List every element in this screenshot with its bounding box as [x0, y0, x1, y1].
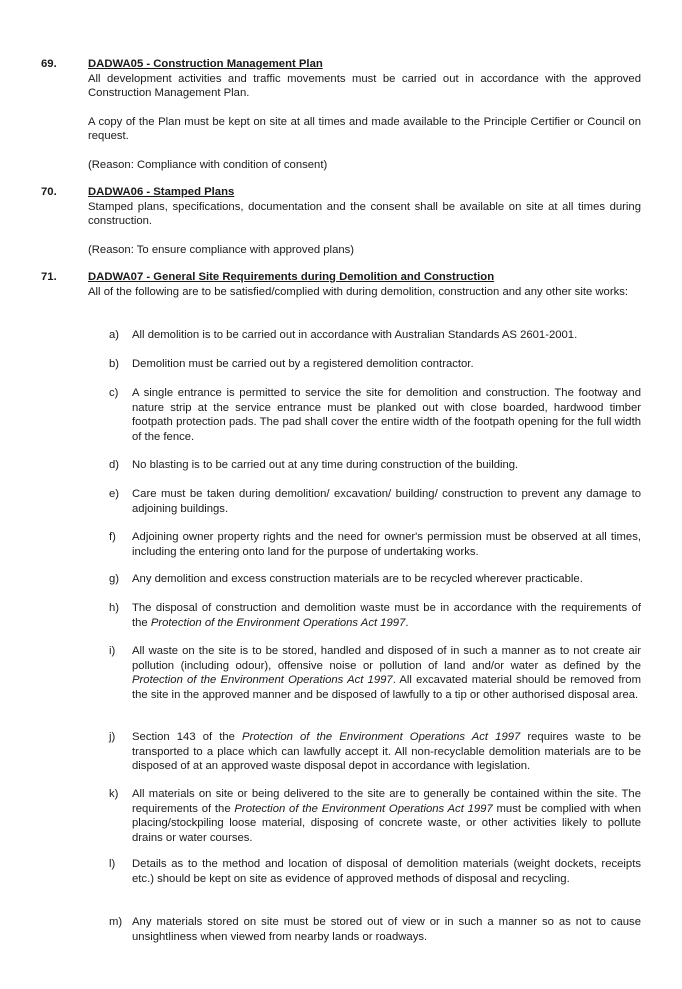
item-letter: j): [109, 731, 116, 743]
item-text: All materials on site or being delivered to the site are to generally be contained within the site. The requirements of the Protection of the Environment Operations Act 1997 must be complied with when placing/stockpiling loose material, disposing of concrete waste, or other activities likely to pollute drains or water courses.: [132, 788, 641, 844]
item-letter: a): [109, 329, 120, 341]
item-letter: l): [109, 858, 116, 870]
item-text: Any demolition and excess construction materials are to be recycled wherever practicable.: [132, 573, 583, 585]
item-letter: d): [109, 459, 120, 471]
condition-paragraph: All development activities and traffic movements must be carried out in accordance with the approved Construction Management Plan.: [88, 72, 641, 100]
item-text: Demolition must be carried out by a registered demolition contractor.: [132, 358, 474, 370]
condition-intro: All of the following are to be satisfied/complied with during demolition, construction and any other site works:: [88, 285, 629, 298]
item-text: Adjoining owner property rights and the need for owner's permission must be observed at all times, including the entering onto land for the purpose of undertaking works.: [132, 531, 641, 558]
act-name: Protection of the Environment Operations Act 1997: [150, 616, 406, 629]
condition-title: DADWA06 - Stamped Plans: [88, 186, 235, 198]
item-letter: i): [109, 645, 116, 657]
item-letter: e): [109, 488, 120, 500]
act-name: Protection of the Environment Operations Act 1997: [132, 674, 393, 687]
condition-reason: (Reason: To ensure compliance with approved plans): [88, 243, 355, 256]
condition-paragraph: Stamped plans, specifications, documentation and the consent shall be available on site at all times during construction.: [88, 200, 641, 228]
act-name: Protection of the Environment Operations Act 1997: [234, 802, 493, 815]
condition-title: DADWA07 - General Site Requirements during Demolition and Construction: [88, 271, 495, 283]
item-text: A single entrance is permitted to service the site for demolition and construction. The footway and nature strip at the service entrance must be planked out with close boarded, hardwood timber footpath protection pads. The pad shall cover the entire width of the footpath opening for the full width of the fence.: [132, 387, 641, 443]
act-name: Protection of the Environment Operations Act 1997: [242, 731, 521, 743]
item-letter: g): [109, 573, 120, 585]
item-letter: b): [109, 358, 120, 370]
condition-title: DADWA05 - Construction Management Plan: [88, 58, 323, 70]
item-letter: f): [109, 531, 116, 543]
item-letter: k): [109, 788, 119, 800]
item-letter: h): [109, 602, 120, 614]
item-text: Care must be taken during demolition/ excavation/ building/ construction to prevent any damage to adjoining buildings.: [132, 488, 641, 515]
condition-number: 69.: [41, 58, 57, 70]
item-text: Any materials stored on site must be stored out of view or in such a manner so as not to cause unsightliness when viewed from nearby lands or roadways.: [132, 916, 641, 943]
item-text: All waste on the site is to be stored, handled and disposed of in such a manner as to not create air pollution (including odour), offensive noise or pollution of land and/or water as defined by the Protection of the Environment Operations Act 1997. All excavated material should be removed from the site in the approved manner and be disposed of lawfully to a tip or other authorised disposal area.: [132, 645, 641, 701]
condition-paragraph: A copy of the Plan must be kept on site at all times and made available to the Principle Certifier or Council on request.: [88, 115, 641, 143]
condition-number: 71.: [41, 271, 57, 283]
item-text: All demolition is to be carried out in accordance with Australian Standards AS 2601-2001.: [132, 329, 578, 341]
item-text: No blasting is to be carried out at any time during construction of the building.: [132, 459, 519, 471]
condition-number: 70.: [41, 186, 57, 198]
item-letter: c): [109, 387, 119, 399]
item-letter: m): [109, 916, 123, 928]
condition-reason: (Reason: Compliance with condition of consent): [88, 158, 328, 171]
item-text: The disposal of construction and demolition waste must be in accordance with the requirements of the Protection of the Environment Operations Act 1997.: [132, 602, 641, 629]
item-text: Section 143 of the Protection of the Environment Operations Act 1997 requires waste to be transported to a place which can lawfully accept it. All non-recyclable demolition materials are to be disposed of at an approved waste disposal depot in accordance with legislation.: [132, 731, 641, 773]
item-text: Details as to the method and location of disposal of demolition materials (weight dockets, receipts etc.) should be kept on site as evidence of approved methods of disposal and recycling.: [132, 858, 641, 885]
